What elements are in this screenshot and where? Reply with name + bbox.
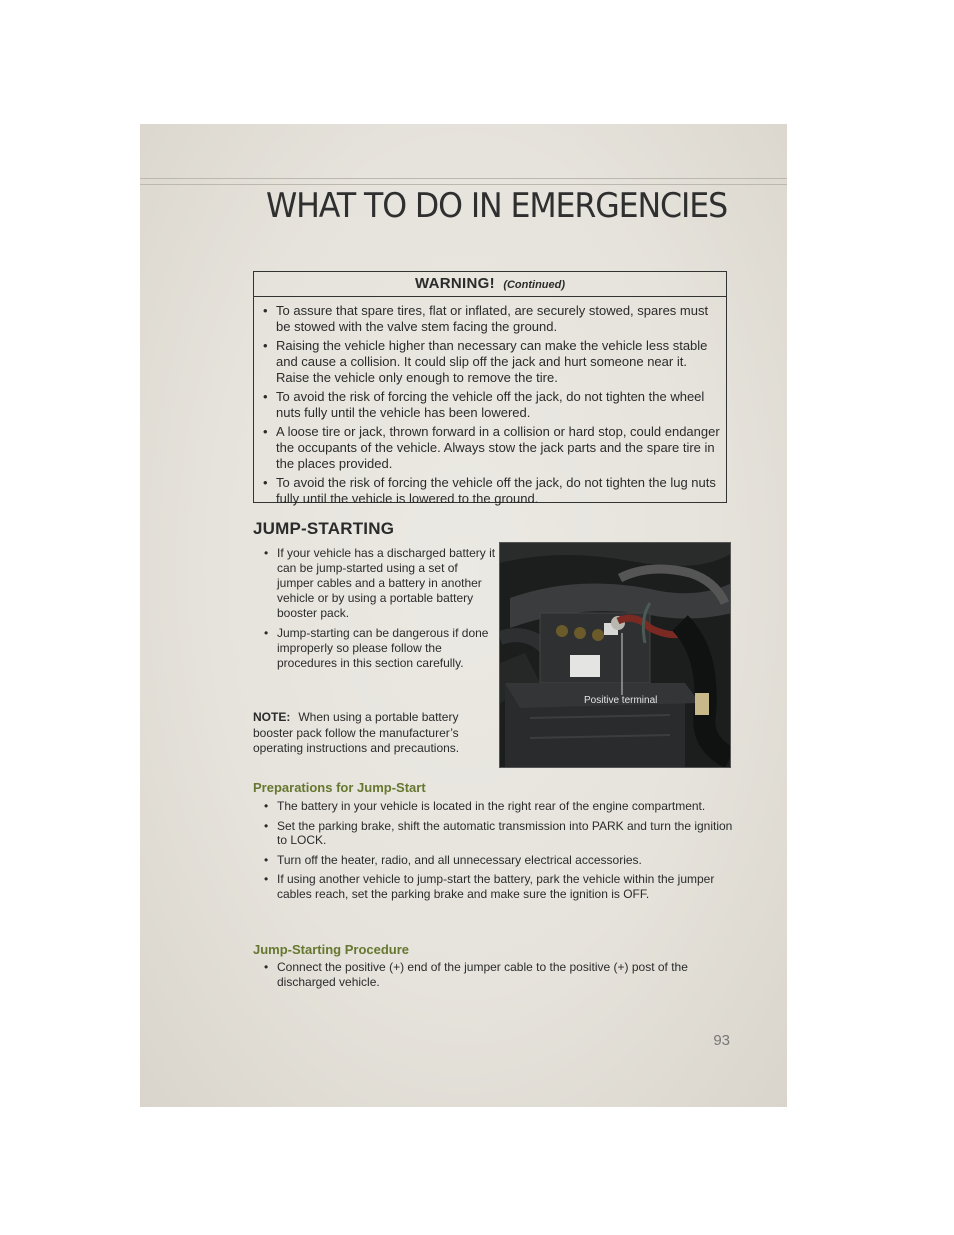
engine-bay-illustration [500, 543, 731, 768]
warning-item: • A loose tire or jack, thrown forward in a collision or hard stop, could endanger the occupants of the vehicle. Always stow the jack parts and the spare tire in the places provided. [256, 424, 720, 472]
list-item: • If your vehicle has a discharged battery it can be jump-started using a set of jumper cables and a battery in another vehicle or by using a portable battery booster pack. [256, 546, 496, 621]
page-number: 93 [713, 1032, 730, 1049]
list-item: • Jump-starting can be dangerous if done improperly so please follow the procedures in this section carefully. [256, 626, 496, 671]
list-item: • Set the parking brake, shift the automatic transmission into PARK and turn the ignition to LOCK. [256, 819, 734, 848]
jump-starting-intro-list [256, 546, 496, 676]
photo-caption: Positive terminal [584, 695, 658, 706]
warning-title: WARNING! [414, 275, 495, 292]
warning-item: • To avoid the risk of forcing the vehicle off the jack, do not tighten the wheel nuts fully until the vehicle has been lowered. [256, 389, 720, 421]
warning-item: • To assure that spare tires, flat or inflated, are securely stowed, spares must be stowed with the valve stem facing the ground. [256, 303, 720, 335]
list-item: • Connect the positive (+) end of the jumper cable to the positive (+) post of the discharged vehicle. [256, 960, 734, 989]
page-title: WHAT TO DO IN EMERGENCIES [266, 186, 728, 226]
manual-page [140, 124, 787, 1107]
note-label: NOTE: [253, 710, 291, 724]
header-rule-bottom [140, 184, 787, 185]
jump-starting-heading: JUMP-STARTING [253, 519, 395, 538]
warning-item: • Raising the vehicle higher than necessary can make the vehicle less stable and cause a collision. It could slip off the jack and hurt someone near it. Raise the vehicle only enough to remove the tire. [256, 338, 720, 386]
list-item: • Turn off the heater, radio, and all unnecessary electrical accessories. [256, 853, 734, 868]
procedure-heading: Jump-Starting Procedure [253, 942, 410, 957]
battery-photo [499, 542, 731, 768]
warning-continued-label: (Continued) [503, 279, 566, 291]
warning-item: • To avoid the risk of forcing the vehicle off the jack, do not tighten the lug nuts fully until the vehicle is lowered to the ground. [256, 475, 720, 507]
preparations-heading: Preparations for Jump-Start [253, 780, 426, 795]
preparations-list [256, 799, 734, 907]
note [253, 710, 493, 757]
procedure-list [256, 960, 734, 994]
warning-list [254, 297, 726, 507]
note-text: When using a portable battery booster pack follow the manufacturer’s operating instructions and precautions. [253, 710, 460, 755]
list-item: • If using another vehicle to jump-start the battery, park the vehicle within the jumper cables reach, set the parking brake and make sure the ignition is OFF. [256, 872, 734, 901]
list-item: • The battery in your vehicle is located in the right rear of the engine compartment. [256, 799, 734, 814]
warning-header [254, 272, 726, 297]
warning-box [253, 271, 727, 506]
header-rule-top [140, 178, 787, 179]
